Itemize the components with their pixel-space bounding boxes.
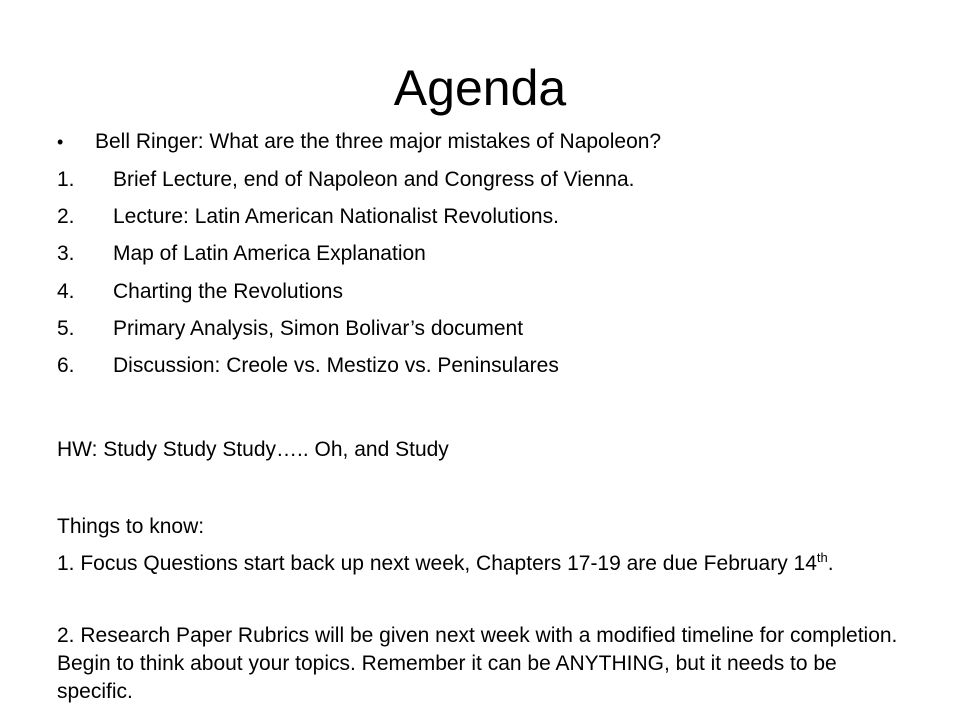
agenda-item [57,240,917,277]
homework-text: HW: Study Study Study….. Oh, and Study [57,438,449,461]
agenda-item [57,278,917,315]
agenda-item-text: Primary Analysis, Simon Bolivar’s document [113,316,524,340]
agenda-item [57,166,917,203]
agenda-item-text: Charting the Revolutions [113,279,343,303]
agenda-item-text: Lecture: Latin American Nationalist Revolutions. [113,205,559,229]
agenda-item-number: 2. [57,205,75,229]
bell-ringer [57,128,917,156]
things-to-know-item-1 [57,550,917,578]
agenda-item [57,203,917,240]
agenda-item-number: 3. [57,242,75,266]
agenda-item [57,315,917,352]
slide-title: Agenda [393,60,567,116]
know-1-text: 1. Focus Questions start back up next week, Chapters 17-19 are due February 14 [57,552,817,575]
bell-ringer-text: Bell Ringer: What are the three major mistakes of Napoleon? [95,130,662,153]
bullet-icon: • [57,132,64,152]
agenda-item-number: 5. [57,316,75,340]
agenda-item-number: 4. [57,279,75,303]
agenda-list [57,166,917,389]
things-to-know-item-2: 2. Research Paper Rubrics will be given next week with a modified timeline for completion. Begin to think about your topics. Remember it can be ANYTHING, but it needs to be specific. [57,624,898,703]
agenda-item-text: Discussion: Creole vs. Mestizo vs. Peninsulares [113,353,559,377]
agenda-item-text: Map of Latin America Explanation [113,242,426,266]
agenda-item-number: 6. [57,353,75,377]
know-1-period: . [827,552,834,575]
agenda-item-text: Brief Lecture, end of Napoleon and Congress of Vienna. [113,168,635,191]
things-to-know-heading: Things to know: [57,515,205,538]
agenda-item-number: 1. [57,168,75,191]
know-1-superscript: th [816,550,828,565]
agenda-item [57,352,917,389]
